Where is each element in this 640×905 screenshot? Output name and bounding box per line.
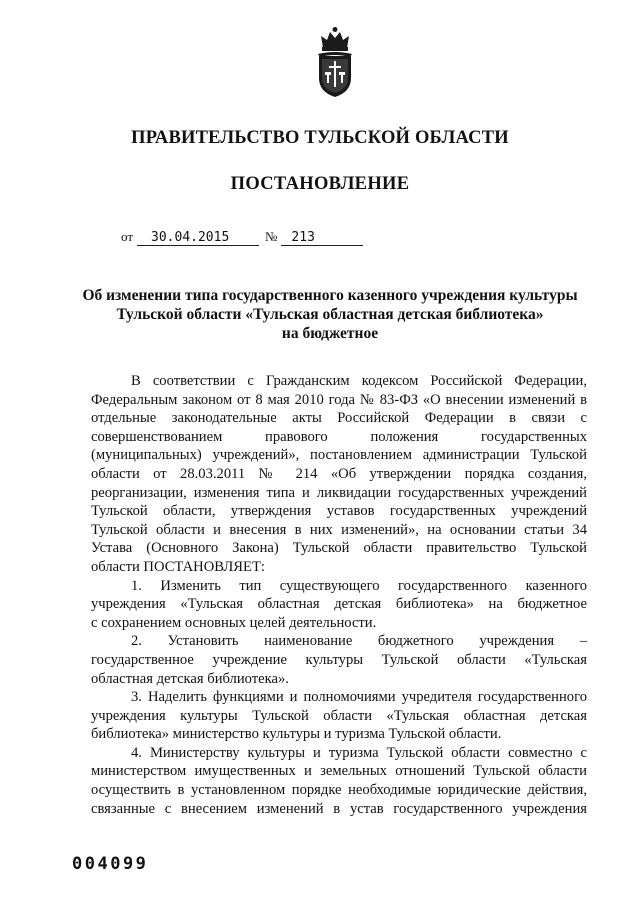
coat-of-arms-icon — [312, 26, 358, 98]
body-line: областная детская библиотека». — [91, 670, 289, 687]
document-date: 30.04.2015 — [137, 231, 259, 246]
subject-line: Тульской области «Тульская областная детская библиотека» — [116, 306, 544, 323]
number-label: № — [265, 229, 278, 244]
body-line: связанные с внесением изменений в устав государственного учреждения — [91, 800, 587, 817]
body-line: учреждения «Тульская областная детская библиотека» на бюджетное — [91, 596, 587, 613]
body-line: 3. Наделить функциями и полномочиями учредителя государственного — [131, 689, 587, 706]
body-line: совершенствованием правового положения государственных — [91, 428, 587, 445]
body-line: реорганизации, изменения типа и ликвидации государственных учреждений — [91, 484, 587, 501]
body-line: 4. Министерству культуры и туризма Тульской области совместно с — [131, 744, 587, 761]
body-line: с сохранением основных целей деятельности. — [91, 614, 377, 631]
body-line: Устава (Основного Закона) Тульской области правительство Тульской — [91, 540, 587, 557]
body-line: 2. Установить наименование бюджетного учреждения – — [131, 633, 587, 650]
subject-line: Об изменении типа государственного казенного учреждения культуры — [82, 287, 578, 304]
date-label: от — [121, 229, 134, 244]
document-type: ПОСТАНОВЛЕНИЕ — [230, 174, 410, 194]
body-line: Федеральным законом от 8 мая 2010 года № 83-ФЗ «О внесении изменений в — [91, 391, 587, 408]
body-line: министерством имущественных и земельных отношений Тульской области — [91, 763, 587, 780]
body-line: Тульской области и внесения в них изменений», на основании статьи 34 — [91, 521, 587, 538]
body-line: библиотека» министерство культуры и туризма Тульской области. — [91, 726, 502, 743]
date-number-line — [121, 229, 363, 246]
government-title: ПРАВИТЕЛЬСТВО ТУЛЬСКОЙ ОБЛАСТИ — [131, 128, 509, 148]
body-line: области от 28.03.2011 № 214 «Об утверждении порядка создания, — [91, 465, 587, 482]
document-body — [91, 372, 587, 818]
serial-number: 004099 — [72, 854, 149, 874]
body-line: 1. Изменить тип существующего государственного казенного — [131, 577, 587, 594]
body-line: области ПОСТАНОВЛЯЕТ: — [91, 558, 265, 575]
subject-line: на бюджетное — [281, 325, 379, 342]
body-line: отдельные законодательные акты Российской Федерации в связи с — [91, 410, 587, 427]
body-line: учреждения культуры Тульской области «Тульская областная детская — [91, 707, 587, 724]
body-line: (муниципальных) учреждений», постановлением администрации Тульской — [91, 447, 587, 464]
document-number: 213 — [281, 231, 363, 246]
body-line: В соответствии с Гражданским кодексом Российской Федерации, — [131, 373, 587, 389]
body-line: Тульской области, утверждения уставов государственных учреждений — [91, 503, 587, 520]
body-line: государственное учреждение культуры Тульской области «Тульская — [91, 651, 587, 668]
body-line: осуществить в установленном порядке необходимые юридические действия, — [91, 782, 587, 799]
document-subject — [60, 286, 600, 343]
